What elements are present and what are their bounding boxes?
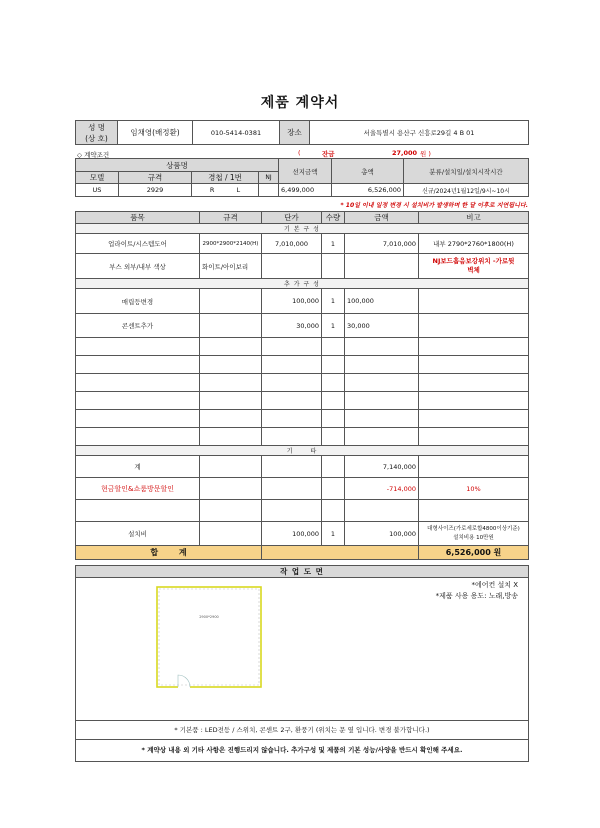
table-row bbox=[76, 428, 529, 446]
total-row bbox=[76, 546, 529, 560]
product-total: 6,526,000 bbox=[332, 184, 404, 197]
customer-address: 서울특별시 용산구 신흥로29길 4 B 01 bbox=[310, 121, 529, 145]
table-row bbox=[76, 338, 529, 356]
customer-table bbox=[75, 120, 529, 145]
schedule-notice: * 10일 이내 일정 변경 시 설치비가 발생하며 한 달 이후로 지연됩니다. bbox=[340, 202, 528, 209]
table-row bbox=[76, 410, 529, 428]
qty-header: 수량 bbox=[322, 212, 345, 224]
product-model: US bbox=[76, 184, 119, 197]
table-row: 부스 외부/내부 색상 화이트/아이보리 NJ보드흡음보강위치 -가로뒷벽체 bbox=[76, 254, 529, 279]
table-row bbox=[76, 356, 529, 374]
drawing-title: 작 업 도 면 bbox=[76, 566, 528, 578]
item-header: 품목 bbox=[76, 212, 200, 224]
total-header: 총액 bbox=[332, 159, 404, 184]
total-label: 합 계 bbox=[76, 546, 262, 560]
customer-phone: 010-5414-0381 bbox=[193, 121, 280, 145]
table-row: 콘센트추가 30,000 1 30,000 bbox=[76, 314, 529, 338]
aircon-note: *에어컨 설치 X bbox=[471, 581, 518, 589]
payment-open: ( bbox=[298, 149, 301, 157]
table-row: 계 7,140,000 bbox=[76, 456, 529, 478]
category-header: 분류/설치일/설치시작시간 bbox=[404, 159, 529, 184]
customer-name: 임채영(배정환) bbox=[118, 121, 193, 145]
footer-notice: * 계약상 내용 외 기타 사항은 진행드리지 않습니다. 추가구성 및 제품의 기본 성능/사양을 반드시 확인해 주세요. bbox=[141, 746, 463, 754]
floor-plan bbox=[156, 586, 262, 690]
table-row: 업라이트/시스템도어 2900*2900*2140(H) 7,010,000 1 7,010,000 내부 2790*2760*1800(H) bbox=[76, 234, 529, 254]
section-additional: 추 가 구 성 bbox=[76, 279, 529, 289]
contract-condition-label: ◇ 계약조건 bbox=[77, 151, 110, 159]
document-title: 제품 계약서 bbox=[260, 95, 340, 111]
item-table bbox=[75, 211, 529, 560]
product-deposit: 6,499,000 bbox=[279, 184, 332, 197]
total-amount: 6,526,000 원 bbox=[419, 546, 529, 560]
floor-plan-label: 2900*2900 bbox=[199, 615, 219, 619]
amount-header: 금액 bbox=[345, 212, 419, 224]
section-etc: 기 타 bbox=[76, 446, 529, 456]
address-label: 장소 bbox=[280, 121, 310, 145]
payment-amount: 27,000 bbox=[392, 149, 418, 157]
product-table bbox=[75, 158, 529, 197]
table-row: 매립등변경 100,000 1 100,000 bbox=[76, 289, 529, 314]
table-row bbox=[76, 374, 529, 392]
item-spec-header: 규격 bbox=[200, 212, 262, 224]
note-header: 비고 bbox=[419, 212, 529, 224]
drawing-box bbox=[75, 565, 529, 762]
usage-note: *제품 사용 용도: 노래,방송 bbox=[435, 592, 518, 600]
table-row: 현금할인&쇼룸방문할인 -714,000 10% bbox=[76, 478, 529, 500]
product-spec: 2929 bbox=[119, 184, 192, 197]
payment-label: 잔금 bbox=[322, 150, 335, 158]
payment-unit: 원 ) bbox=[420, 150, 431, 158]
section-basic: 기 본 구 성 bbox=[76, 224, 529, 234]
table-row bbox=[76, 392, 529, 410]
product-category: 신규/2024년1월12일/9시~10시 bbox=[404, 184, 529, 197]
nj-header: NJ bbox=[259, 172, 279, 184]
product-glass: R L bbox=[192, 184, 259, 197]
deposit-header: 선지금액 bbox=[279, 159, 332, 184]
model-header: 모델 bbox=[76, 172, 119, 184]
unit-price-header: 단가 bbox=[262, 212, 322, 224]
glass-header: 경첩 / 1번 bbox=[192, 172, 259, 184]
basic-items-note: * 기본품 : LED전등 / 스위치, 콘센트 2구, 환풍기 (위치는 문 옆 입니다. 변경 불가합니다.) bbox=[76, 720, 528, 740]
name-label: 성 명 (상 호) bbox=[76, 121, 118, 145]
product-nj bbox=[259, 184, 279, 197]
product-name-header: 상품명 bbox=[76, 159, 279, 172]
spec-header: 규격 bbox=[119, 172, 192, 184]
table-row: 설치비 100,000 1 100,000 대형사이즈(가로세로합4800이상기준) 설치비용 10만원 bbox=[76, 522, 529, 546]
